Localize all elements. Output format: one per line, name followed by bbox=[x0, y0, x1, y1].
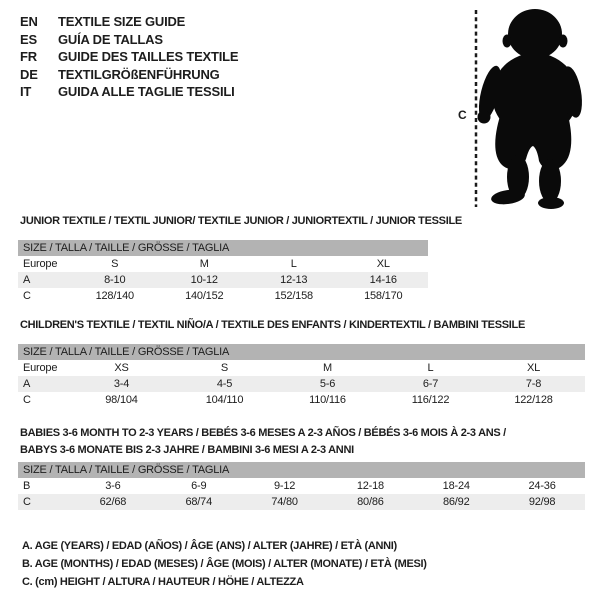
table-row bbox=[18, 376, 585, 392]
table-cell: 8-10 bbox=[104, 274, 126, 286]
guide-title: GUIDE DES TAILLES TEXTILE bbox=[58, 49, 239, 64]
table-cell: L bbox=[427, 362, 434, 374]
table-cell: 5-6 bbox=[319, 378, 336, 390]
table-cell: 68/74 bbox=[185, 496, 212, 508]
table-cell: 12-18 bbox=[356, 480, 384, 492]
table-cell: 62/68 bbox=[99, 496, 127, 508]
table-cell: 86/92 bbox=[442, 496, 470, 508]
language-code: DE bbox=[20, 66, 38, 82]
language-code: IT bbox=[20, 84, 32, 99]
junior-table bbox=[18, 240, 428, 304]
row-label: Europe bbox=[23, 362, 58, 374]
size-header-bar: SIZE / TALLA / TAILLE / GRÖSSE / TAGLIA bbox=[18, 240, 428, 256]
table-cell: M bbox=[323, 362, 332, 374]
footnote-a: A. AGE (YEARS) / EDAD (AÑOS) / ÂGE (ANS) / ALTER (JAHRE) / ETÀ (ANNI) bbox=[22, 540, 397, 552]
table-row bbox=[18, 392, 585, 408]
table-cell: 116/122 bbox=[411, 394, 450, 406]
table-cell: 6-7 bbox=[422, 378, 439, 390]
row-label: C bbox=[23, 290, 31, 302]
baby-silhouette-shape bbox=[474, 9, 585, 209]
table-cell: 104/110 bbox=[205, 394, 244, 406]
language-row-de bbox=[20, 66, 238, 84]
table-cell: XS bbox=[114, 362, 129, 374]
footnote-b: B. AGE (MONTHS) / EDAD (MESES) / ÂGE (MOIS) / ALTER (MONATE) / ETÀ (MESI) bbox=[22, 558, 427, 570]
size-header-bar: SIZE / TALLA / TAILLE / GRÖSSE / TAGLIA bbox=[18, 344, 585, 360]
language-row-fr bbox=[20, 48, 238, 66]
table-cell: L bbox=[290, 258, 297, 270]
row-label: A bbox=[23, 378, 31, 390]
babies-table-title bbox=[20, 425, 580, 459]
table-cell: XL bbox=[526, 362, 541, 374]
babies-title-line1: BABIES 3-6 MONTH TO 2-3 YEARS / BEBÉS 3-6 MESES A 2-3 AÑOS / BÉBÉS 3-6 MOIS À 2-3 ANS / bbox=[20, 427, 506, 439]
table-cell: S bbox=[220, 362, 229, 374]
guide-title: TEXTILE SIZE GUIDE bbox=[58, 14, 186, 29]
language-code: ES bbox=[20, 31, 37, 47]
baby-silhouette bbox=[450, 5, 595, 212]
table-cell: 4-5 bbox=[216, 378, 233, 390]
table-cell: 128/140 bbox=[95, 290, 134, 302]
table-cell: 14-16 bbox=[369, 274, 397, 286]
babies-title-line2: BABYS 3-6 MONATE BIS 2-3 JAHRE / BAMBINI 3-6 MESI A 2-3 ANNI bbox=[20, 444, 354, 456]
table-cell: 6-9 bbox=[191, 480, 207, 492]
table-cell: 122/128 bbox=[514, 394, 553, 406]
table-cell: 98/104 bbox=[105, 394, 138, 406]
table-row bbox=[18, 256, 428, 272]
children-table-title: CHILDREN'S TEXTILE / TEXTIL NIÑO/A / TEXTILE DES ENFANTS / KINDERTEXTIL / BAMBINI TESSILE bbox=[20, 319, 525, 331]
language-row-it bbox=[20, 83, 238, 101]
language-code: FR bbox=[20, 49, 37, 64]
table-cell: 18-24 bbox=[442, 480, 470, 492]
table-cell: S bbox=[111, 258, 119, 270]
table-cell: 12-13 bbox=[280, 274, 308, 286]
row-label: A bbox=[23, 274, 31, 286]
row-label: Europe bbox=[23, 258, 58, 270]
table-cell: 24-36 bbox=[528, 480, 556, 492]
table-cell: 110/116 bbox=[309, 394, 346, 406]
children-table bbox=[18, 344, 585, 408]
row-label: C bbox=[23, 496, 31, 508]
table-cell: 152/158 bbox=[274, 290, 313, 302]
table-row bbox=[18, 360, 585, 376]
language-row-es bbox=[20, 31, 238, 49]
footnote-c: C. (cm) HEIGHT / ALTURA / HAUTEUR / HÖHE / ALTEZZA bbox=[22, 576, 304, 588]
table-cell: 9-12 bbox=[273, 480, 296, 492]
baby-figure bbox=[450, 5, 595, 212]
table-cell: 10-12 bbox=[190, 274, 218, 286]
table-cell: 92/98 bbox=[528, 496, 556, 508]
height-label: C bbox=[458, 108, 467, 122]
language-title-list bbox=[20, 13, 238, 101]
table-row bbox=[18, 288, 428, 304]
table-cell: 74/80 bbox=[271, 496, 298, 508]
table-row bbox=[18, 494, 585, 510]
table-cell: 80/86 bbox=[357, 496, 384, 508]
row-label: B bbox=[23, 480, 31, 492]
junior-table-title: JUNIOR TEXTILE / TEXTIL JUNIOR/ TEXTILE JUNIOR / JUNIORTEXTIL / JUNIOR TESSILE bbox=[20, 215, 462, 227]
language-code: EN bbox=[20, 14, 38, 29]
babies-table bbox=[18, 462, 585, 510]
guide-title: GUÍA DE TALLAS bbox=[58, 31, 163, 47]
table-cell: XL bbox=[376, 258, 390, 270]
table-row bbox=[18, 478, 585, 494]
table-cell: 140/152 bbox=[185, 290, 224, 302]
table-row bbox=[18, 272, 428, 288]
table-cell: 3-6 bbox=[105, 480, 121, 492]
language-row-en bbox=[20, 13, 238, 31]
table-cell: 7-8 bbox=[525, 378, 542, 390]
table-cell: 158/170 bbox=[364, 290, 403, 302]
table-cell: 3-4 bbox=[113, 378, 130, 390]
row-label: C bbox=[23, 394, 31, 406]
footnotes bbox=[22, 537, 427, 591]
size-header-bar: SIZE / TALLA / TAILLE / GRÖSSE / TAGLIA bbox=[18, 462, 585, 478]
guide-title: TEXTILGRÖßENFÜHRUNG bbox=[58, 66, 220, 82]
guide-title: GUIDA ALLE TAGLIE TESSILI bbox=[58, 84, 235, 99]
table-cell: M bbox=[199, 258, 209, 270]
